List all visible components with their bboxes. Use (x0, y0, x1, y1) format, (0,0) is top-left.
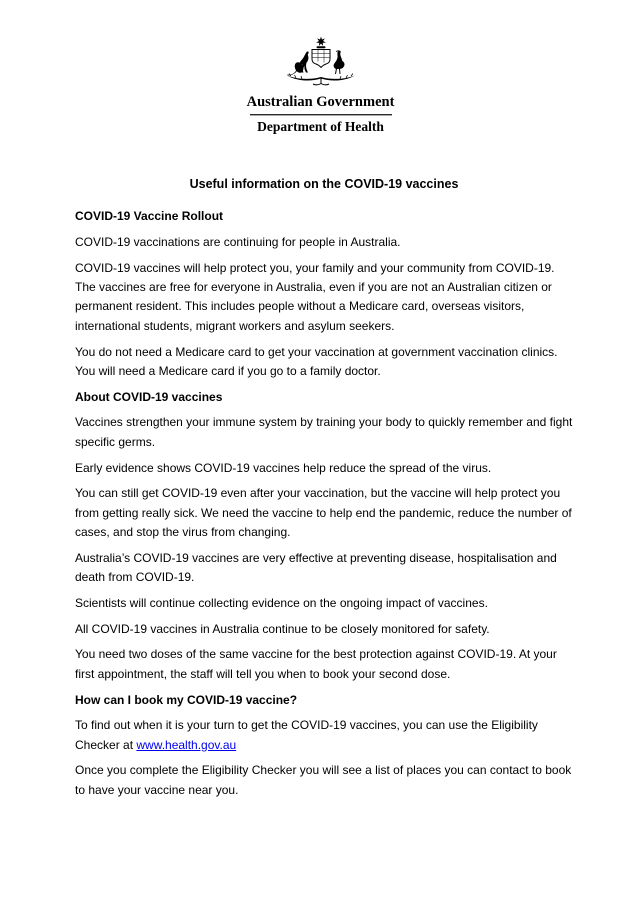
commonwealth-star-icon (316, 37, 326, 47)
paragraph: COVID-19 vaccines will help protect you, your family and your community from COVID-19. The vaccines are free for everyone in Australia, even if you are not an Australian citizen or permanent resident. This includes people without a Medicare card, overseas visitors, international students, migrant workers and asylum seekers. (75, 260, 555, 333)
paragraph-text: To find out when it is your turn to get the COVID-19 vaccines, you can use the Eligibility Checker at (75, 718, 538, 752)
paragraph: Once you complete the Eligibility Checker you will see a list of places you can contact to book to have your vaccine near you. (75, 763, 572, 797)
paragraph-with-link (75, 716, 573, 755)
paragraph: All COVID-19 vaccines in Australia continue to be closely monitored for safety. (75, 621, 490, 636)
paragraph: Early evidence shows COVID-19 vaccines help reduce the spread of the virus. (75, 460, 492, 475)
paragraph: Australia’s COVID-19 vaccines are very effective at preventing disease, hospitalisation and death from COVID-19. (75, 550, 557, 585)
paragraph: You can still get COVID-19 even after your vaccination, but the vaccine will help protect you from getting really sick. We need the vaccine to help end the pandemic, reduce the number of cases, and stop the virus from changing. (75, 486, 572, 539)
paragraph: COVID-19 vaccinations are continuing for people in Australia. (75, 235, 401, 250)
section-heading-how-to-book: How can I book my COVID-19 vaccine? (75, 692, 298, 707)
health-gov-au-link[interactable]: www.health.gov.au (136, 737, 237, 752)
section-heading-about-vaccines: About COVID-19 vaccines (75, 389, 223, 404)
document-body (75, 134, 573, 800)
government-title: Australian Government (246, 94, 395, 110)
document-title: Useful information on the COVID-19 vaccines (189, 177, 459, 191)
paragraph: Vaccines strengthen your immune system by training your body to quickly remember and fight specific germs. (75, 415, 573, 449)
paragraph: Scientists will continue collecting evidence on the ongoing impact of vaccines. (75, 595, 488, 610)
paragraph: You do not need a Medicare card to get your vaccination at government vaccination clinics. You will need a Medicare card if you go to a family doctor. (75, 344, 558, 378)
government-crest-header (0, 0, 641, 134)
australian-coat-of-arms-icon (281, 36, 361, 93)
paragraph: You need two doses of the same vaccine for the best protection against COVID-19. At your first appointment, the staff will tell you when to book your second dose. (75, 647, 557, 681)
section-heading-vaccine-rollout: COVID-19 Vaccine Rollout (75, 209, 224, 224)
crest-divider (250, 114, 392, 116)
department-title: Department of Health (257, 119, 384, 134)
